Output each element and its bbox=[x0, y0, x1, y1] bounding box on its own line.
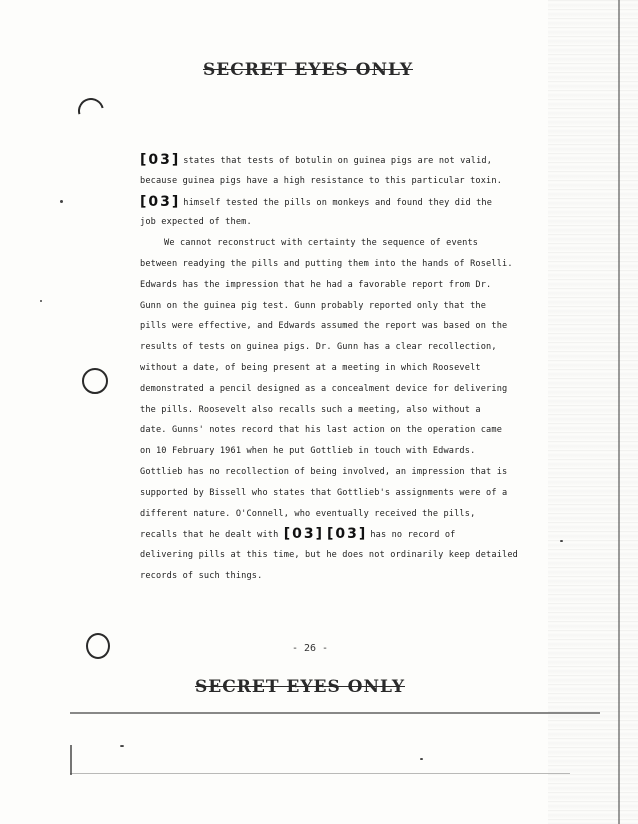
text-run: states that tests of botulin on guinea pigs are not valid, bbox=[183, 156, 493, 166]
scan-speck bbox=[60, 200, 63, 203]
classification-footer: SECRET EYES ONLY bbox=[194, 677, 405, 697]
text-line: job expected of them. bbox=[140, 217, 252, 228]
text-line: different nature. O'Connell, who eventually received the pills, bbox=[140, 508, 476, 519]
scan-speck bbox=[560, 540, 563, 542]
classification-header: SECRET EYES ONLY bbox=[202, 60, 413, 80]
text-run: recalls that he dealt with bbox=[140, 530, 279, 541]
redaction-marker: [03] bbox=[283, 526, 325, 543]
text-line: Edwards has the impression that he had a favorable report from Dr. bbox=[140, 279, 492, 290]
scan-edge-line bbox=[618, 0, 620, 824]
text-line: on 10 February 1961 when he put Gottlieb in touch with Edwards. bbox=[140, 446, 476, 457]
scan-speck bbox=[40, 300, 42, 302]
text-run: himself tested the pills on monkeys and found they did the bbox=[183, 197, 493, 208]
scan-speck bbox=[120, 745, 124, 747]
page-number: - 26 - bbox=[291, 643, 329, 654]
redaction-marker: [03] bbox=[140, 193, 181, 210]
text-line: Gunn on the guinea pig test. Gunn probably reported only that the bbox=[140, 300, 487, 311]
text-line: delivering pills at this time, but he does not ordinarily keep detailed bbox=[140, 550, 518, 561]
text-line: records of such things. bbox=[140, 570, 263, 581]
text-line: pills were effective, and Edwards assumed the report was based on the bbox=[140, 321, 508, 332]
scan-lower-line bbox=[70, 773, 570, 774]
document-body bbox=[140, 150, 518, 587]
text-line: We cannot reconstruct with certainty the sequence of events bbox=[164, 238, 479, 249]
text-line: because guinea pigs have a high resistance to this particular toxin. bbox=[140, 175, 503, 186]
text-line: Gottlieb has no recollection of being involved, an impression that is bbox=[140, 466, 508, 477]
scan-corner-mark bbox=[70, 745, 72, 775]
text-line: the pills. Roosevelt also recalls such a meeting, also without a bbox=[140, 404, 481, 415]
text-line bbox=[140, 524, 505, 545]
punch-hole-mark bbox=[86, 633, 110, 659]
text-line: supported by Bissell who states that Gottlieb's assignments were of a bbox=[140, 487, 508, 498]
text-line: results of tests on guinea pigs. Dr. Gunn has a clear recollection, bbox=[140, 342, 497, 353]
text-line bbox=[140, 192, 505, 213]
punch-hole-mark bbox=[82, 368, 108, 394]
text-line: date. Gunns' notes record that his last action on the operation came bbox=[140, 425, 503, 436]
text-line: between readying the pills and putting them into the hands of Roselli. bbox=[140, 258, 513, 269]
text-line: without a date, of being present at a meeting in which Roosevelt bbox=[140, 362, 481, 373]
punch-hole-mark bbox=[73, 93, 109, 129]
redaction-marker: [03] bbox=[327, 526, 368, 543]
scan-noise bbox=[548, 0, 638, 824]
text-run: has no record of bbox=[370, 530, 456, 541]
text-line: demonstrated a pencil designed as a concealment device for delivering bbox=[140, 383, 508, 394]
text-line bbox=[140, 150, 505, 171]
scan-bottom-line bbox=[70, 712, 600, 714]
scan-speck bbox=[420, 758, 423, 760]
redaction-marker: [03] bbox=[140, 152, 181, 168]
